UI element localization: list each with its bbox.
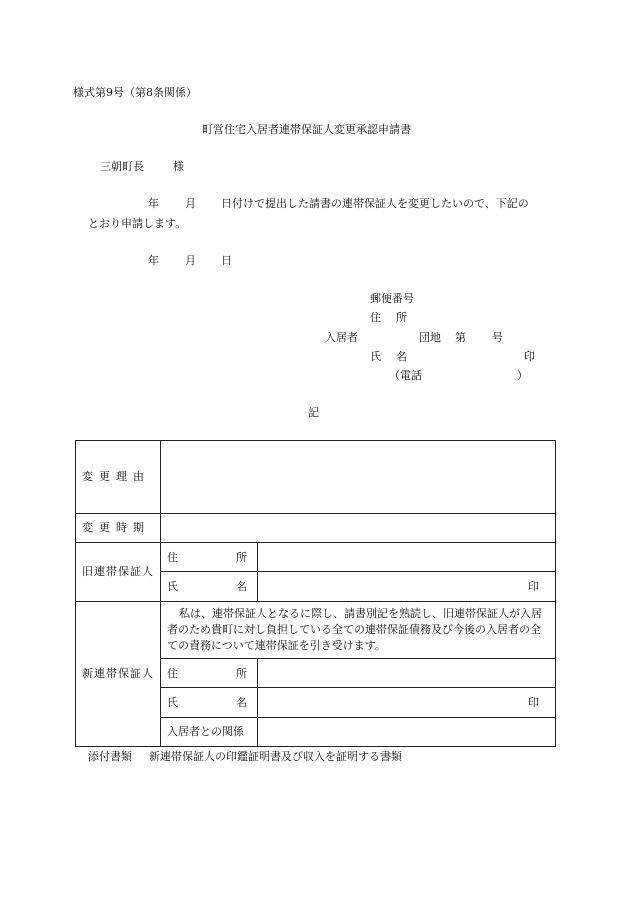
new-guarantor-name-label <box>161 688 258 717</box>
document-title: 町営住宅入居者連帯保証人変更承認申請書 <box>202 123 411 136</box>
old-guarantor-name-label <box>161 572 258 601</box>
time-row <box>76 513 556 542</box>
reason-label: 変更理由 <box>76 441 161 514</box>
relationship-field[interactable] <box>258 717 556 746</box>
applicant-seal: 印 <box>524 350 535 363</box>
attachments-label: 添付書類 <box>88 750 132 763</box>
new-name-char2: 名 <box>236 696 247 710</box>
resident-label: 入居者 <box>325 331 358 344</box>
intro-month: 月 <box>185 197 196 210</box>
new-guarantor-label: 新連帯保証人 <box>76 601 161 746</box>
ki-heading: 記 <box>308 406 319 419</box>
date-month: 月 <box>185 254 196 267</box>
postal-code-label: 郵便番号 <box>370 292 414 305</box>
time-label: 変更時期 <box>76 513 161 542</box>
old-guarantor-address-field[interactable] <box>258 542 556 571</box>
phone-label: （電話 <box>389 369 422 382</box>
intro-text-line2: とおり申請します。 <box>88 217 187 230</box>
attachments <box>88 751 402 762</box>
new-address-char2: 所 <box>236 666 247 680</box>
date-year: 年 <box>148 254 159 267</box>
application-table <box>75 440 556 747</box>
new-name-char1: 氏 <box>167 696 178 710</box>
new-guarantor-statement-row <box>76 601 556 659</box>
guarantor-statement <box>161 601 556 659</box>
reason-row <box>76 441 556 514</box>
relationship-label: 入居者との関係 <box>161 717 258 746</box>
new-guarantor-address-label <box>161 659 258 688</box>
addressee <box>100 161 184 172</box>
name-label-char1: 氏 <box>370 350 381 363</box>
intro-year: 年 <box>148 197 159 210</box>
number-suffix: 号 <box>492 331 503 344</box>
date-day: 日 <box>221 254 232 267</box>
complex-label: 団地 <box>419 331 441 344</box>
old-guarantor-name-field[interactable] <box>258 572 556 601</box>
time-field[interactable] <box>161 513 556 542</box>
old-guarantor-address-row <box>76 542 556 571</box>
old-guarantor-address-label <box>161 542 258 571</box>
address-label-char2: 所 <box>396 311 407 324</box>
old-address-char2: 所 <box>236 550 247 564</box>
new-address-char1: 住 <box>167 666 178 680</box>
form-number: 様式第9号（第8条関係） <box>73 86 197 99</box>
addressee-name: 三朝町長 <box>100 160 144 173</box>
old-guarantor-label: 旧連帯保証人 <box>76 542 161 601</box>
reason-field[interactable] <box>161 441 556 514</box>
address-label-char1: 住 <box>370 311 381 324</box>
intro-text: 日付けで提出した請書の連帯保証人を変更したいので、下記の <box>221 197 529 210</box>
applicant-address-label <box>370 312 407 323</box>
number-prefix: 第 <box>455 331 466 344</box>
applicant-name-label <box>370 351 407 362</box>
new-guarantor-address-field[interactable] <box>258 659 556 688</box>
attachments-text: 新連帯保証人の印鑑証明書及び収入を証明する書類 <box>149 750 402 763</box>
guarantor-statement-text: 私は、連帯保証人となるに際し、請書別記を熟読し、旧連帯保証人が入居者のため貴町に対し負担している全ての連帯保証債務及び今後の入居者の全ての責務について連帯保証を引き受けます。 <box>167 606 542 652</box>
addressee-honorific: 様 <box>173 160 184 173</box>
old-address-char1: 住 <box>167 550 178 564</box>
old-guarantor-seal: 印 <box>528 579 539 593</box>
new-guarantor-name-field[interactable] <box>258 688 556 717</box>
name-label-char2: 名 <box>396 350 407 363</box>
old-name-char1: 氏 <box>167 579 178 593</box>
old-name-char2: 名 <box>236 579 247 593</box>
new-guarantor-seal: 印 <box>528 696 539 710</box>
phone-close: ） <box>517 369 528 382</box>
